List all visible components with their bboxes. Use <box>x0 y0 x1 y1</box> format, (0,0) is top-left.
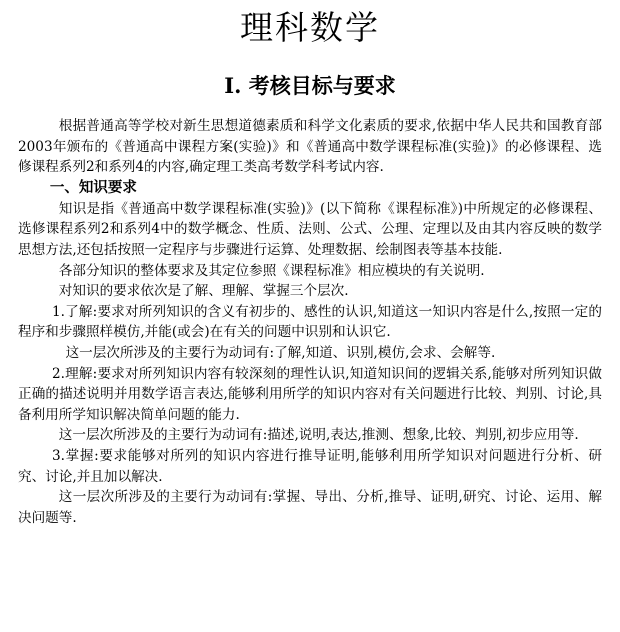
levels-paragraph: 对知识的要求依次是了解、理解、掌握三个层次. <box>58 283 349 300</box>
level-master-3-paragraph: 3.掌握:要求能够对所列的知识内容进行推导证明,能够利用所学知识对问题进行分析、研究、讨论,并且加以解决. <box>18 447 602 485</box>
level-understand-1-paragraph: 1.了解:要求对所列知识的含义有初步的、感性的认识,知道这一知识内容是什么,按照一定的程序和步骤照样模仿,并能(或会)在有关的问题中识别和认识它. <box>18 303 602 341</box>
subsection-heading: 一、知识要求 <box>49 178 137 196</box>
level-understand-2-paragraph: 2.理解:要求对所列知识内容有较深刻的理性认识,知道知识间的逻辑关系,能够对所列知识做正确的描述说明并用数学语言表达,能够利用所学的知识内容对有关问题进行比较、判别、讨论,具备利用所学知识解决简单问题的能力. <box>18 365 602 423</box>
section-title: Ⅰ. 考核目标与要求 <box>224 73 396 98</box>
knowledge-definition-paragraph: 知识是指《普通高中数学课程标准(实验)》(以下简称《课程标准》)中所规定的必修课程、选修课程系列2和系列4中的数学概念、性质、法则、公式、公理、定理以及由其内容反映的数学思想方法,还包括按照一定程序与步骤进行运算、处理数据、绘制图表等基本技能. <box>18 200 602 258</box>
reference-paragraph: 各部分知识的整体要求及其定位参照《课程标准》相应模块的有关说明. <box>58 262 485 279</box>
page-title: 理科数学 <box>240 8 380 47</box>
intro-paragraph: 根据普通高等学校对新生思想道德素质和科学文化素质的要求,依据中华人民共和国教育部2003年颁布的《普通高中课程方案(实验)》和《普通高中数学课程标准(实验)》的必修课程、选修课程系列2和系列4的内容,确定理工类高考数学科考试内容. <box>18 118 602 176</box>
verbs-2-paragraph: 这一层次所涉及的主要行为动词有:描述,说明,表达,推测、想象,比较、判别,初步应用等. <box>58 427 579 444</box>
verbs-1-paragraph: 这一层次所涉及的主要行为动词有:了解,知道、识别,模仿,会求、会解等. <box>65 344 496 361</box>
verbs-3-paragraph: 这一层次所涉及的主要行为动词有:掌握、导出、分析,推导、证明,研究、讨论、运用、解决问题等. <box>18 489 602 526</box>
